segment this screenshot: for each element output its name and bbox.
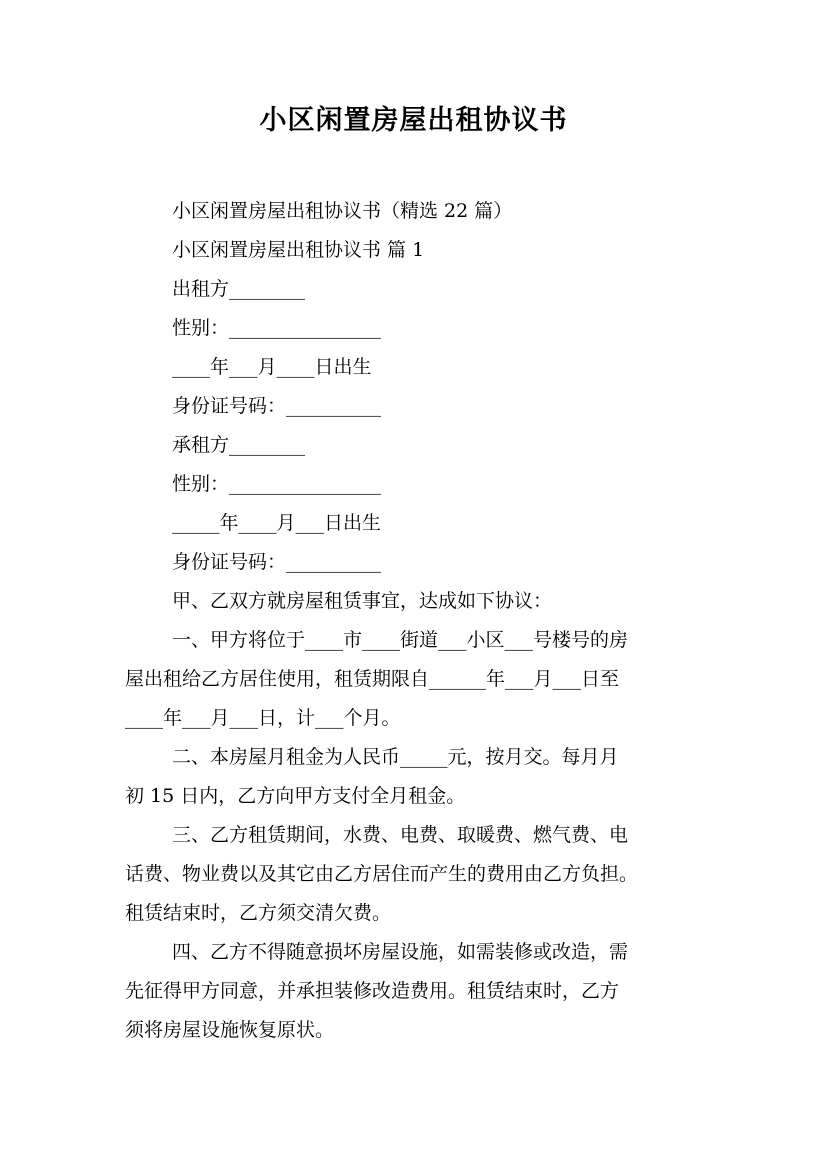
- lessor-gender-field: 性别：________________: [172, 317, 382, 339]
- clause-4-line-1: 四、乙方不得随意损坏房屋设施，如需装修或改造，需: [172, 941, 629, 963]
- clause-3-line-3: 租赁结束时，乙方须交清欠费。: [125, 902, 392, 924]
- clause-3-line-2: 话费、物业费以及其它由乙方居住而产生的费用由乙方负担。: [125, 863, 639, 885]
- clause-3-line-1: 三、乙方租赁期间，水费、电费、取暖费、燃气费、电: [172, 824, 629, 846]
- lessor-field: 出租方________: [172, 278, 306, 300]
- lessee-gender-field: 性别：________________: [172, 473, 382, 495]
- document-title: 小区闲置房屋出租协议书: [259, 105, 568, 136]
- lessee-field: 承租方________: [172, 434, 306, 456]
- clause-4-line-2: 先征得甲方同意，并承担装修改造费用。租赁结束时，乙方: [125, 980, 620, 1002]
- clause-1-line-3: ____年___月___日，计___个月。: [125, 707, 401, 729]
- clause-1-line-1: 一、甲方将位于____市____街道___小区___号楼号的房: [172, 629, 629, 651]
- lessee-id-field: 身份证号码：__________: [172, 551, 382, 573]
- clause-4-line-3: 须将房屋设施恢复原状。: [125, 1019, 335, 1041]
- lessor-birthdate-field: ____年___月____日出生: [172, 356, 372, 378]
- subtitle-line: 小区闲置房屋出租协议书（精选 22 篇）: [172, 200, 513, 222]
- section-heading: 小区闲置房屋出租协议书 篇 1: [172, 239, 425, 261]
- lessee-birthdate-field: _____年____月___日出生: [172, 512, 382, 534]
- clause-2-line-1: 二、本房屋月租金为人民币_____元，按月交。每月月: [172, 746, 619, 768]
- lessor-id-field: 身份证号码：__________: [172, 395, 382, 417]
- agreement-intro: 甲、乙双方就房屋租赁事宜，达成如下协议：: [172, 590, 553, 612]
- clause-1-line-2: 屋出租给乙方居住使用，租赁期限自______年___月___日至: [125, 668, 620, 690]
- clause-2-line-2: 初 15 日内，乙方向甲方支付全月租金。: [125, 785, 466, 807]
